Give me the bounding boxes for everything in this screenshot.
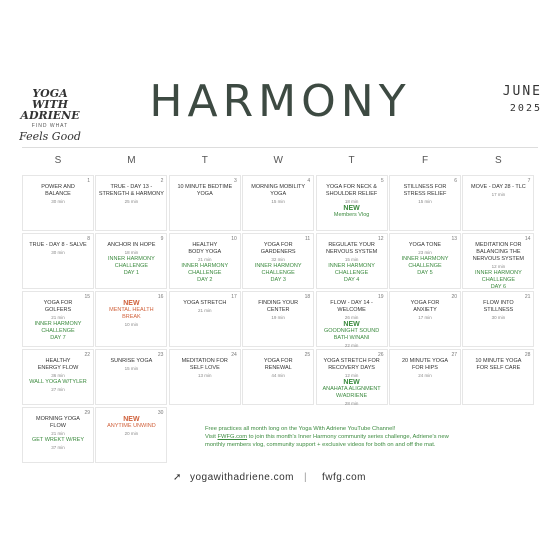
fwfg-site-link[interactable]: fwfg.com: [322, 472, 367, 483]
weekday-label: F: [421, 155, 430, 166]
class-text: CHALLENGE: [41, 328, 75, 334]
class-text: BALANCING THE: [476, 249, 521, 255]
website-link[interactable]: yogawithadriene.com: [190, 472, 294, 483]
weekday-label: T: [201, 155, 209, 166]
class-text: 13 min: [198, 373, 212, 378]
class-text: YOGA: [196, 191, 213, 197]
calendar-day[interactable]: [169, 349, 241, 405]
day-number: 29: [84, 410, 90, 416]
day-number: 7: [527, 178, 531, 184]
class-text: BATH W/NANI: [333, 335, 370, 341]
day-number: 17: [231, 294, 237, 300]
class-text: RENEWAL: [264, 365, 292, 371]
class-info: [25, 300, 91, 342]
class-info: [465, 358, 531, 372]
day-number: 12: [378, 236, 384, 242]
day-number: 28: [524, 352, 531, 358]
class-text: GOLFERS: [44, 307, 72, 313]
calendar-day[interactable]: [316, 291, 388, 347]
class-text: REGULATE YOUR: [328, 242, 375, 248]
day-number: 5: [380, 178, 384, 184]
class-text: POWER AND: [41, 184, 75, 190]
class-text: YOGA TONE: [408, 242, 442, 248]
calendar-day[interactable]: [95, 175, 167, 231]
promo-line-3: monthly members vlog, community support + exclusive videos for both on and off the mat.: [205, 442, 436, 448]
class-text: BODY YOGA: [188, 249, 222, 255]
class-text: 18 min: [124, 250, 139, 255]
day-number: 4: [307, 178, 311, 184]
class-text: SUNRISE YOGA: [110, 358, 153, 364]
class-text: CENTER: [266, 307, 290, 313]
day-number: 10: [231, 236, 237, 242]
class-text: DAY 3: [270, 277, 286, 283]
day-number: 16: [157, 294, 164, 300]
class-text: ANXIETY: [413, 307, 437, 313]
class-info: [465, 242, 531, 291]
day-number: 2: [160, 178, 164, 184]
class-text: 10 MINUTE BEDTIME: [177, 184, 233, 190]
promo-text: Visit: [205, 434, 218, 440]
class-info: [392, 300, 458, 321]
fwfg-link[interactable]: FWFG.com: [217, 434, 248, 440]
class-text: DAY 7: [50, 335, 66, 341]
class-info: [98, 416, 164, 437]
class-text: 21 min: [198, 308, 212, 313]
calendar-day[interactable]: [169, 291, 241, 347]
class-info: [98, 358, 164, 372]
class-text: 21 min: [198, 257, 212, 262]
calendar-day[interactable]: [462, 291, 534, 347]
promo-note: [205, 425, 535, 449]
class-text: HEALTHY: [45, 358, 71, 364]
class-text: MEDITATION FOR: [475, 242, 522, 248]
calendar-day[interactable]: [22, 407, 94, 463]
day-number: 30: [157, 410, 164, 416]
day-number: 6: [454, 178, 457, 184]
class-text: 15 min: [418, 199, 432, 204]
class-text: 12 min: [344, 373, 359, 378]
class-text: ENERGY FLOW: [37, 365, 79, 371]
logo-title: YOGA WITH ADRIENE: [20, 87, 80, 122]
class-info: [245, 242, 311, 284]
class-text: BALANCE: [45, 191, 71, 197]
day-number: 22: [84, 352, 90, 358]
class-text: INNER HARMONY: [254, 263, 302, 269]
class-text: INNER HARMONY: [34, 321, 82, 327]
class-text: DAY 4: [343, 277, 360, 283]
class-text: W/ADRIENE: [336, 393, 368, 399]
class-info: [392, 358, 458, 379]
class-text: CHALLENGE: [481, 277, 516, 283]
class-text: NEW: [123, 416, 140, 423]
calendar-day[interactable]: [95, 349, 167, 405]
class-text: NERVOUS SYSTEM: [472, 256, 525, 262]
promo-line-1: Free practices all month long on the Yoga With Adriene YouTube Channel!: [205, 426, 396, 432]
day-number: 14: [524, 236, 531, 242]
class-info: [245, 184, 311, 205]
class-info: [172, 242, 238, 284]
class-text: 20 MINUTE YOGA: [401, 358, 449, 364]
page-title: HARMONY: [149, 76, 411, 127]
calendar-day[interactable]: [22, 291, 94, 347]
month-label: JUNE: [502, 84, 542, 99]
calendar-day[interactable]: [462, 175, 534, 231]
class-text: STRENGTH & HARMONY: [98, 191, 164, 197]
calendar-day[interactable]: [462, 349, 534, 405]
class-text: FLOW INTO: [483, 300, 514, 306]
day-number: 9: [160, 236, 164, 242]
calendar-day[interactable]: [169, 233, 241, 289]
class-info: [245, 358, 311, 379]
weekday-label: S: [54, 155, 63, 166]
calendar-day[interactable]: [242, 291, 314, 347]
class-text: STILLNESS FOR: [403, 184, 447, 190]
class-text: 17 min: [491, 192, 506, 197]
class-text: HEALTHY: [192, 242, 218, 248]
class-text: NERVOUS SYSTEM: [325, 249, 378, 255]
class-text: 15 min: [271, 199, 285, 204]
calendar-day[interactable]: [389, 233, 461, 289]
class-text: YOGA FOR: [263, 358, 293, 364]
class-text: INNER HARMONY: [401, 256, 449, 262]
class-text: TRUE - DAY 8 - SALVE: [29, 242, 87, 248]
class-text: GARDENERS: [260, 249, 296, 255]
class-text: NEW: [123, 300, 140, 307]
day-number: 13: [451, 236, 457, 242]
class-text: NEW: [343, 205, 360, 212]
class-text: 27 min: [51, 387, 65, 392]
day-number: 20: [451, 294, 457, 300]
class-text: STILLNESS: [483, 307, 514, 313]
class-info: [319, 300, 385, 349]
class-info: [465, 300, 531, 321]
class-text: MEDITATION FOR: [181, 358, 228, 364]
class-text: 30 min: [51, 199, 65, 204]
weekday-label: W: [273, 155, 284, 166]
class-info: [25, 242, 91, 256]
day-number: 21: [524, 294, 531, 300]
calendar-day[interactable]: [389, 291, 461, 347]
class-text: TRUE - DAY 13 -: [110, 184, 153, 190]
day-number: 25: [304, 352, 311, 358]
class-text: 10 MINUTE YOGA: [475, 358, 522, 364]
day-number: 8: [87, 236, 90, 242]
class-info: [25, 416, 91, 451]
class-info: [319, 242, 385, 284]
promo-text: to join this month's Inner Harmony community series challenge, Adriene's new: [247, 434, 449, 440]
class-text: YOGA STRETCH: [183, 300, 227, 306]
calendar-day[interactable]: [22, 349, 94, 405]
class-text: GOODNIGHT SOUND: [323, 328, 380, 334]
class-text: 24 min: [418, 373, 432, 378]
calendar-day[interactable]: [95, 407, 167, 463]
class-text: ANYTIME UNWIND: [107, 423, 156, 429]
calendar-day[interactable]: [389, 175, 461, 231]
class-text: 30 min: [491, 315, 506, 320]
class-text: MENTAL HEALTH: [109, 307, 154, 313]
class-info: [319, 184, 385, 219]
calendar-day[interactable]: [169, 175, 241, 231]
header-divider: [22, 147, 538, 148]
promo-line-2: [205, 433, 535, 441]
class-text: DAY 5: [417, 270, 433, 276]
calendar-day[interactable]: [462, 233, 534, 289]
weekday-label: S: [495, 155, 503, 166]
class-info: [172, 184, 238, 198]
class-text: INNER HARMONY: [328, 263, 375, 269]
class-text: 30 min: [51, 250, 65, 255]
calendar-day[interactable]: [242, 233, 314, 289]
class-text: DAY 6: [490, 284, 507, 290]
class-text: YOGA FOR: [43, 300, 73, 306]
class-text: MOVE - DAY 28 - TLC: [471, 184, 526, 190]
brand-logo: [14, 88, 86, 142]
class-text: INNER HARMONY: [181, 263, 229, 269]
class-text: WELCOME: [337, 307, 366, 313]
class-text: 25 min: [124, 199, 139, 204]
class-info: [25, 358, 91, 393]
class-text: 19 min: [271, 315, 285, 320]
class-text: 28 min: [344, 401, 359, 406]
day-number: 19: [378, 294, 384, 300]
class-text: YOGA STRETCH FOR: [323, 358, 380, 364]
class-text: NEW: [343, 379, 360, 386]
class-text: 10 min: [124, 322, 139, 327]
class-text: 21 min: [51, 315, 65, 320]
calendar-day[interactable]: [242, 175, 314, 231]
class-info: [98, 242, 164, 277]
class-text: 23 min: [418, 250, 432, 255]
calendar-day[interactable]: [22, 233, 94, 289]
class-text: 15 min: [124, 366, 139, 371]
class-text: CHALLENGE: [261, 270, 295, 276]
class-text: YOGA FOR: [263, 242, 293, 248]
class-text: 12 min: [491, 264, 506, 269]
day-number: 15: [84, 294, 90, 300]
class-text: FOR HIPS: [412, 365, 438, 371]
class-text: FLOW: [50, 423, 66, 429]
class-text: CHALLENGE: [408, 263, 442, 269]
class-text: 44 min: [271, 373, 285, 378]
footer: [0, 472, 560, 486]
class-info: [98, 184, 164, 205]
class-text: YOGA FOR: [410, 300, 440, 306]
class-info: [172, 358, 238, 379]
class-info: [392, 184, 458, 205]
class-text: BREAK: [122, 314, 141, 320]
class-info: [172, 300, 238, 314]
logo-tagline: FIND WHAT: [31, 123, 69, 129]
class-text: 32 min: [271, 257, 285, 262]
class-text: MORNING YOGA: [36, 416, 80, 422]
class-text: ANCHOR IN HOPE: [107, 242, 156, 248]
calendar-day[interactable]: [389, 349, 461, 405]
class-text: YOGA FOR NECK &: [326, 184, 377, 190]
day-number: 18: [304, 294, 311, 300]
class-text: INNER HARMONY: [475, 270, 522, 276]
class-info: [25, 184, 91, 205]
calendar-day[interactable]: [95, 291, 167, 347]
class-text: CHALLENGE: [188, 270, 222, 276]
class-text: STRESS RELIEF: [403, 191, 447, 197]
weekday-label: M: [127, 155, 137, 166]
class-text: MORNING MOBILITY: [251, 184, 306, 190]
class-text: SELF LOVE: [189, 365, 220, 371]
class-text: INNER HARMONY: [108, 256, 155, 262]
class-text: 20 min: [124, 431, 139, 436]
calendar-day[interactable]: [316, 175, 388, 231]
class-text: SHOULDER RELIEF: [325, 191, 378, 197]
class-info: [465, 184, 531, 198]
day-number: 27: [451, 352, 457, 358]
class-text: FOR SELF CARE: [476, 365, 521, 371]
logo-script: Feels Good: [19, 130, 81, 143]
year-label: 2025: [509, 103, 542, 114]
class-text: 15 min: [344, 257, 359, 262]
external-link-icon: ➚: [173, 472, 182, 483]
calendar-day[interactable]: [316, 233, 388, 289]
class-text: 18 min: [344, 199, 359, 204]
day-number: 11: [304, 236, 311, 242]
class-text: RECOVERY DAYS: [328, 365, 375, 371]
class-text: 22 min: [344, 343, 359, 348]
class-text: GET WREKT W/REY: [31, 437, 85, 443]
class-info: [98, 300, 164, 328]
footer-separator: |: [304, 472, 307, 483]
day-number: 23: [157, 352, 164, 358]
calendar-day[interactable]: [95, 233, 167, 289]
class-text: 26 min: [344, 315, 359, 320]
class-text: DAY 2: [197, 277, 213, 283]
class-info: [319, 358, 385, 407]
calendar-day[interactable]: [316, 349, 388, 405]
day-number: 24: [231, 352, 237, 358]
class-text: DAY 1: [123, 270, 140, 276]
class-text: CHALLENGE: [334, 270, 369, 276]
class-text: FLOW - DAY 14 -: [330, 300, 373, 306]
class-text: FINDING YOUR: [258, 300, 299, 306]
day-number: 3: [234, 178, 237, 184]
class-text: NEW: [343, 321, 360, 328]
class-text: Members Vlog: [333, 212, 370, 218]
class-text: CHALLENGE: [114, 263, 149, 269]
class-text: YOGA: [270, 191, 287, 197]
class-info: [392, 242, 458, 277]
class-text: ANAHATA ALIGNMENT: [322, 386, 381, 392]
class-text: 37 min: [51, 445, 65, 450]
weekday-label: T: [348, 155, 356, 166]
class-text: WALL YOGA W/TYLER: [29, 379, 87, 385]
class-text: 21 min: [51, 431, 65, 436]
class-text: 36 min: [51, 373, 65, 378]
calendar-day[interactable]: [22, 175, 94, 231]
class-info: [245, 300, 311, 321]
class-text: 17 min: [418, 315, 432, 320]
day-number: 1: [87, 178, 90, 184]
calendar-day[interactable]: [242, 349, 314, 405]
day-number: 26: [378, 352, 384, 358]
